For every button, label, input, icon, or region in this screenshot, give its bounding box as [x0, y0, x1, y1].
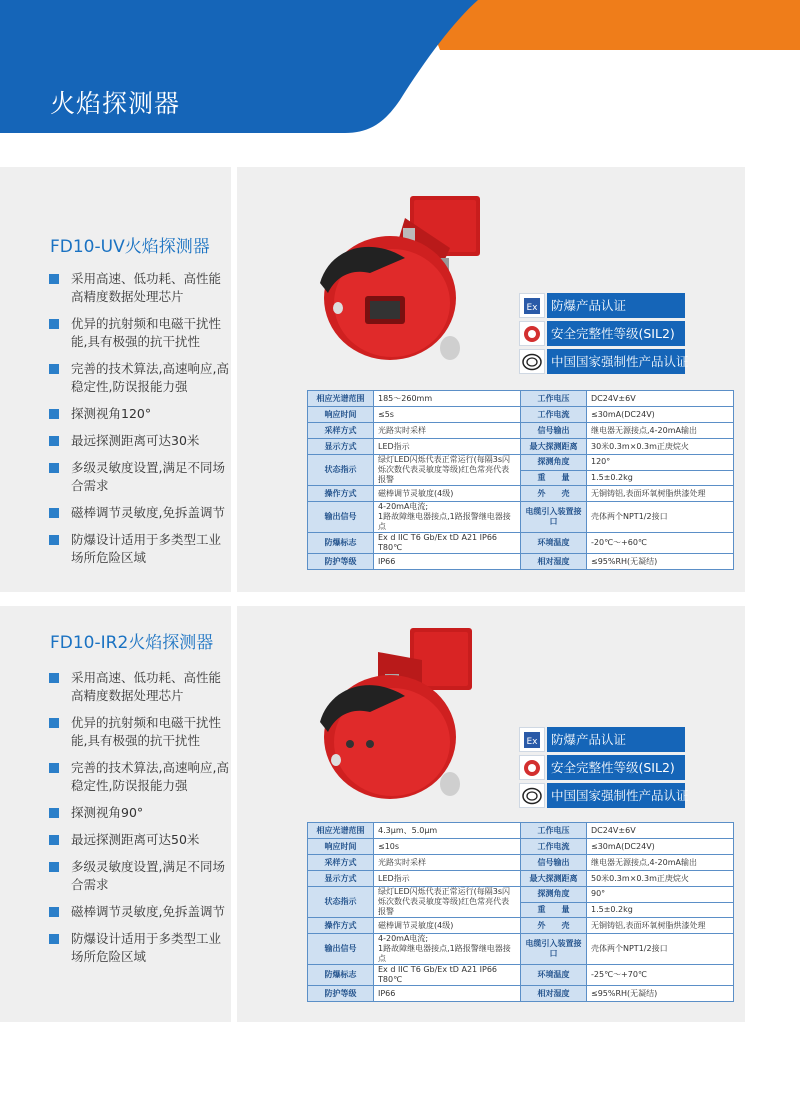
bullet-square-icon: [49, 364, 59, 374]
table-row: 防爆标志 Ex d IIC T6 Gb/Ex tD A21 IP66 T80℃ 环境温度 -25℃～+70℃: [308, 965, 734, 986]
sil-seal-icon: [519, 321, 545, 346]
bullet-square-icon: [49, 862, 59, 872]
spec-table: [307, 390, 734, 570]
bullet-square-icon: [49, 274, 59, 284]
badge-sil: 安全完整性等级(SIL2): [519, 321, 685, 346]
feature-item: 最远探测距离可达50米: [49, 831, 231, 849]
feature-item: 完善的技术算法,高速响应,高稳定性,防误报能力强: [49, 759, 231, 795]
uv-flame-detector-image: [310, 188, 485, 368]
bullet-square-icon: [49, 763, 59, 773]
ccc-mark-icon: [519, 349, 545, 374]
table-row: 重 量 1.5±0.2kg: [308, 470, 734, 486]
table-row: 防护等级 IP66 相对湿度 ≤95%RH(无凝结): [308, 986, 734, 1002]
ccc-mark-icon: [519, 783, 545, 808]
svg-text:Ex: Ex: [526, 736, 538, 747]
table-row: 操作方式 磁棒调节灵敏度(4级) 外 壳 无铜铸铝,表面环氧树脂烘漆处理: [308, 918, 734, 934]
feature-item: 优异的抗射频和电磁干扰性能,具有极强的抗干扰性: [49, 315, 231, 351]
feature-item: 防爆设计适用于多类型工业场所危险区域: [49, 930, 231, 966]
certification-badges: [519, 293, 689, 377]
product-title: FD10-IR2火焰探测器: [50, 633, 214, 653]
feature-item: 磁棒调节灵敏度,免拆盖调节: [49, 903, 231, 921]
bullet-square-icon: [49, 907, 59, 917]
svg-text:Ex: Ex: [526, 302, 538, 313]
table-row: 状态指示 绿灯LED闪烁代表正常运行(每隔3s闪烁次数代表灵敏度等级)红色常亮代表报警 探测角度 120°: [308, 455, 734, 471]
ex-mark-icon: [519, 293, 545, 318]
table-row: 显示方式 LED指示 最大探测距离 30米0.3m×0.3m正庚烷火: [308, 439, 734, 455]
feature-item: 探测视角120°: [49, 405, 231, 423]
product-title: FD10-UV火焰探测器: [50, 237, 210, 257]
bullet-square-icon: [49, 835, 59, 845]
sil-seal-icon: [519, 755, 545, 780]
bullet-square-icon: [49, 808, 59, 818]
table-row: 响应时间 ≤10s 工作电流 ≤30mA(DC24V): [308, 839, 734, 855]
table-row: 相应光谱范围 4.3μm、5.0μm 工作电压 DC24V±6V: [308, 823, 734, 839]
table-row: 显示方式 LED指示 最大探测距离 50米0.3m×0.3m正庚烷火: [308, 871, 734, 887]
table-row: 相应光谱范围 185～260mm 工作电压 DC24V±6V: [308, 391, 734, 407]
feature-item: 采用高速、低功耗、高性能高精度数据处理芯片: [49, 270, 231, 306]
feature-item: 完善的技术算法,高速响应,高稳定性,防误报能力强: [49, 360, 231, 396]
bullet-square-icon: [49, 673, 59, 683]
feature-item: 多级灵敏度设置,满足不同场合需求: [49, 459, 231, 495]
feature-item: 探测视角90°: [49, 804, 231, 822]
bullet-square-icon: [49, 463, 59, 473]
table-row: 防护等级 IP66 相对湿度 ≤95%RH(无凝结): [308, 554, 734, 570]
feature-item: 最远探测距离可达30米: [49, 432, 231, 450]
feature-list: [49, 669, 231, 975]
badge-ccc: 中国国家强制性产品认证: [519, 783, 685, 808]
table-row: 操作方式 磁棒调节灵敏度(4级) 外 壳 无铜铸铝,表面环氧树脂烘漆处理: [308, 486, 734, 502]
badge-ex: Ex 防爆产品认证: [519, 727, 685, 752]
ex-mark-icon: [519, 727, 545, 752]
table-row: 输出信号 4-20mA电流; 1路故障继电器接点,1路报警继电器接点 电缆引入装置接口 壳体两个NPT1/2接口: [308, 502, 734, 533]
table-row: 采样方式 光路实时采样 信号输出 继电器无源接点,4-20mA输出: [308, 423, 734, 439]
badge-ex: Ex 防爆产品认证: [519, 293, 685, 318]
feature-item: 采用高速、低功耗、高性能高精度数据处理芯片: [49, 669, 231, 705]
spec-table: [307, 822, 734, 1002]
bullet-square-icon: [49, 934, 59, 944]
table-row: 防爆标志 Ex d IIC T6 Gb/Ex tD A21 IP66 T80℃ 环境温度 -20℃～+60℃: [308, 533, 734, 554]
table-row: 状态指示 绿灯LED闪烁代表正常运行(每隔3s闪烁次数代表灵敏度等级)红色常亮代表报警 探测角度 90°: [308, 887, 734, 903]
page-title: 火焰探测器: [50, 89, 181, 118]
feature-item: 磁棒调节灵敏度,免拆盖调节: [49, 504, 231, 522]
bullet-square-icon: [49, 718, 59, 728]
feature-list: [49, 270, 231, 576]
badge-ccc: 中国国家强制性产品认证: [519, 349, 685, 374]
feature-item: 防爆设计适用于多类型工业场所危险区域: [49, 531, 231, 567]
table-row: 重 量 1.5±0.2kg: [308, 902, 734, 918]
feature-item: 多级灵敏度设置,满足不同场合需求: [49, 858, 231, 894]
table-row: 响应时间 ≤5s 工作电流 ≤30mA(DC24V): [308, 407, 734, 423]
table-row: 采样方式 光路实时采样 信号输出 继电器无源接点,4-20mA输出: [308, 855, 734, 871]
table-row: 输出信号 4-20mA电流; 1路故障继电器接点,1路报警继电器接点 电缆引入装置接口 壳体两个NPT1/2接口: [308, 934, 734, 965]
bullet-square-icon: [49, 436, 59, 446]
page-header: [0, 0, 800, 135]
feature-item: 优异的抗射频和电磁干扰性能,具有极强的抗干扰性: [49, 714, 231, 750]
bullet-square-icon: [49, 319, 59, 329]
bullet-square-icon: [49, 535, 59, 545]
certification-badges: [519, 727, 689, 811]
ir2-flame-detector-image: [310, 622, 485, 802]
badge-sil: 安全完整性等级(SIL2): [519, 755, 685, 780]
bullet-square-icon: [49, 508, 59, 518]
bullet-square-icon: [49, 409, 59, 419]
